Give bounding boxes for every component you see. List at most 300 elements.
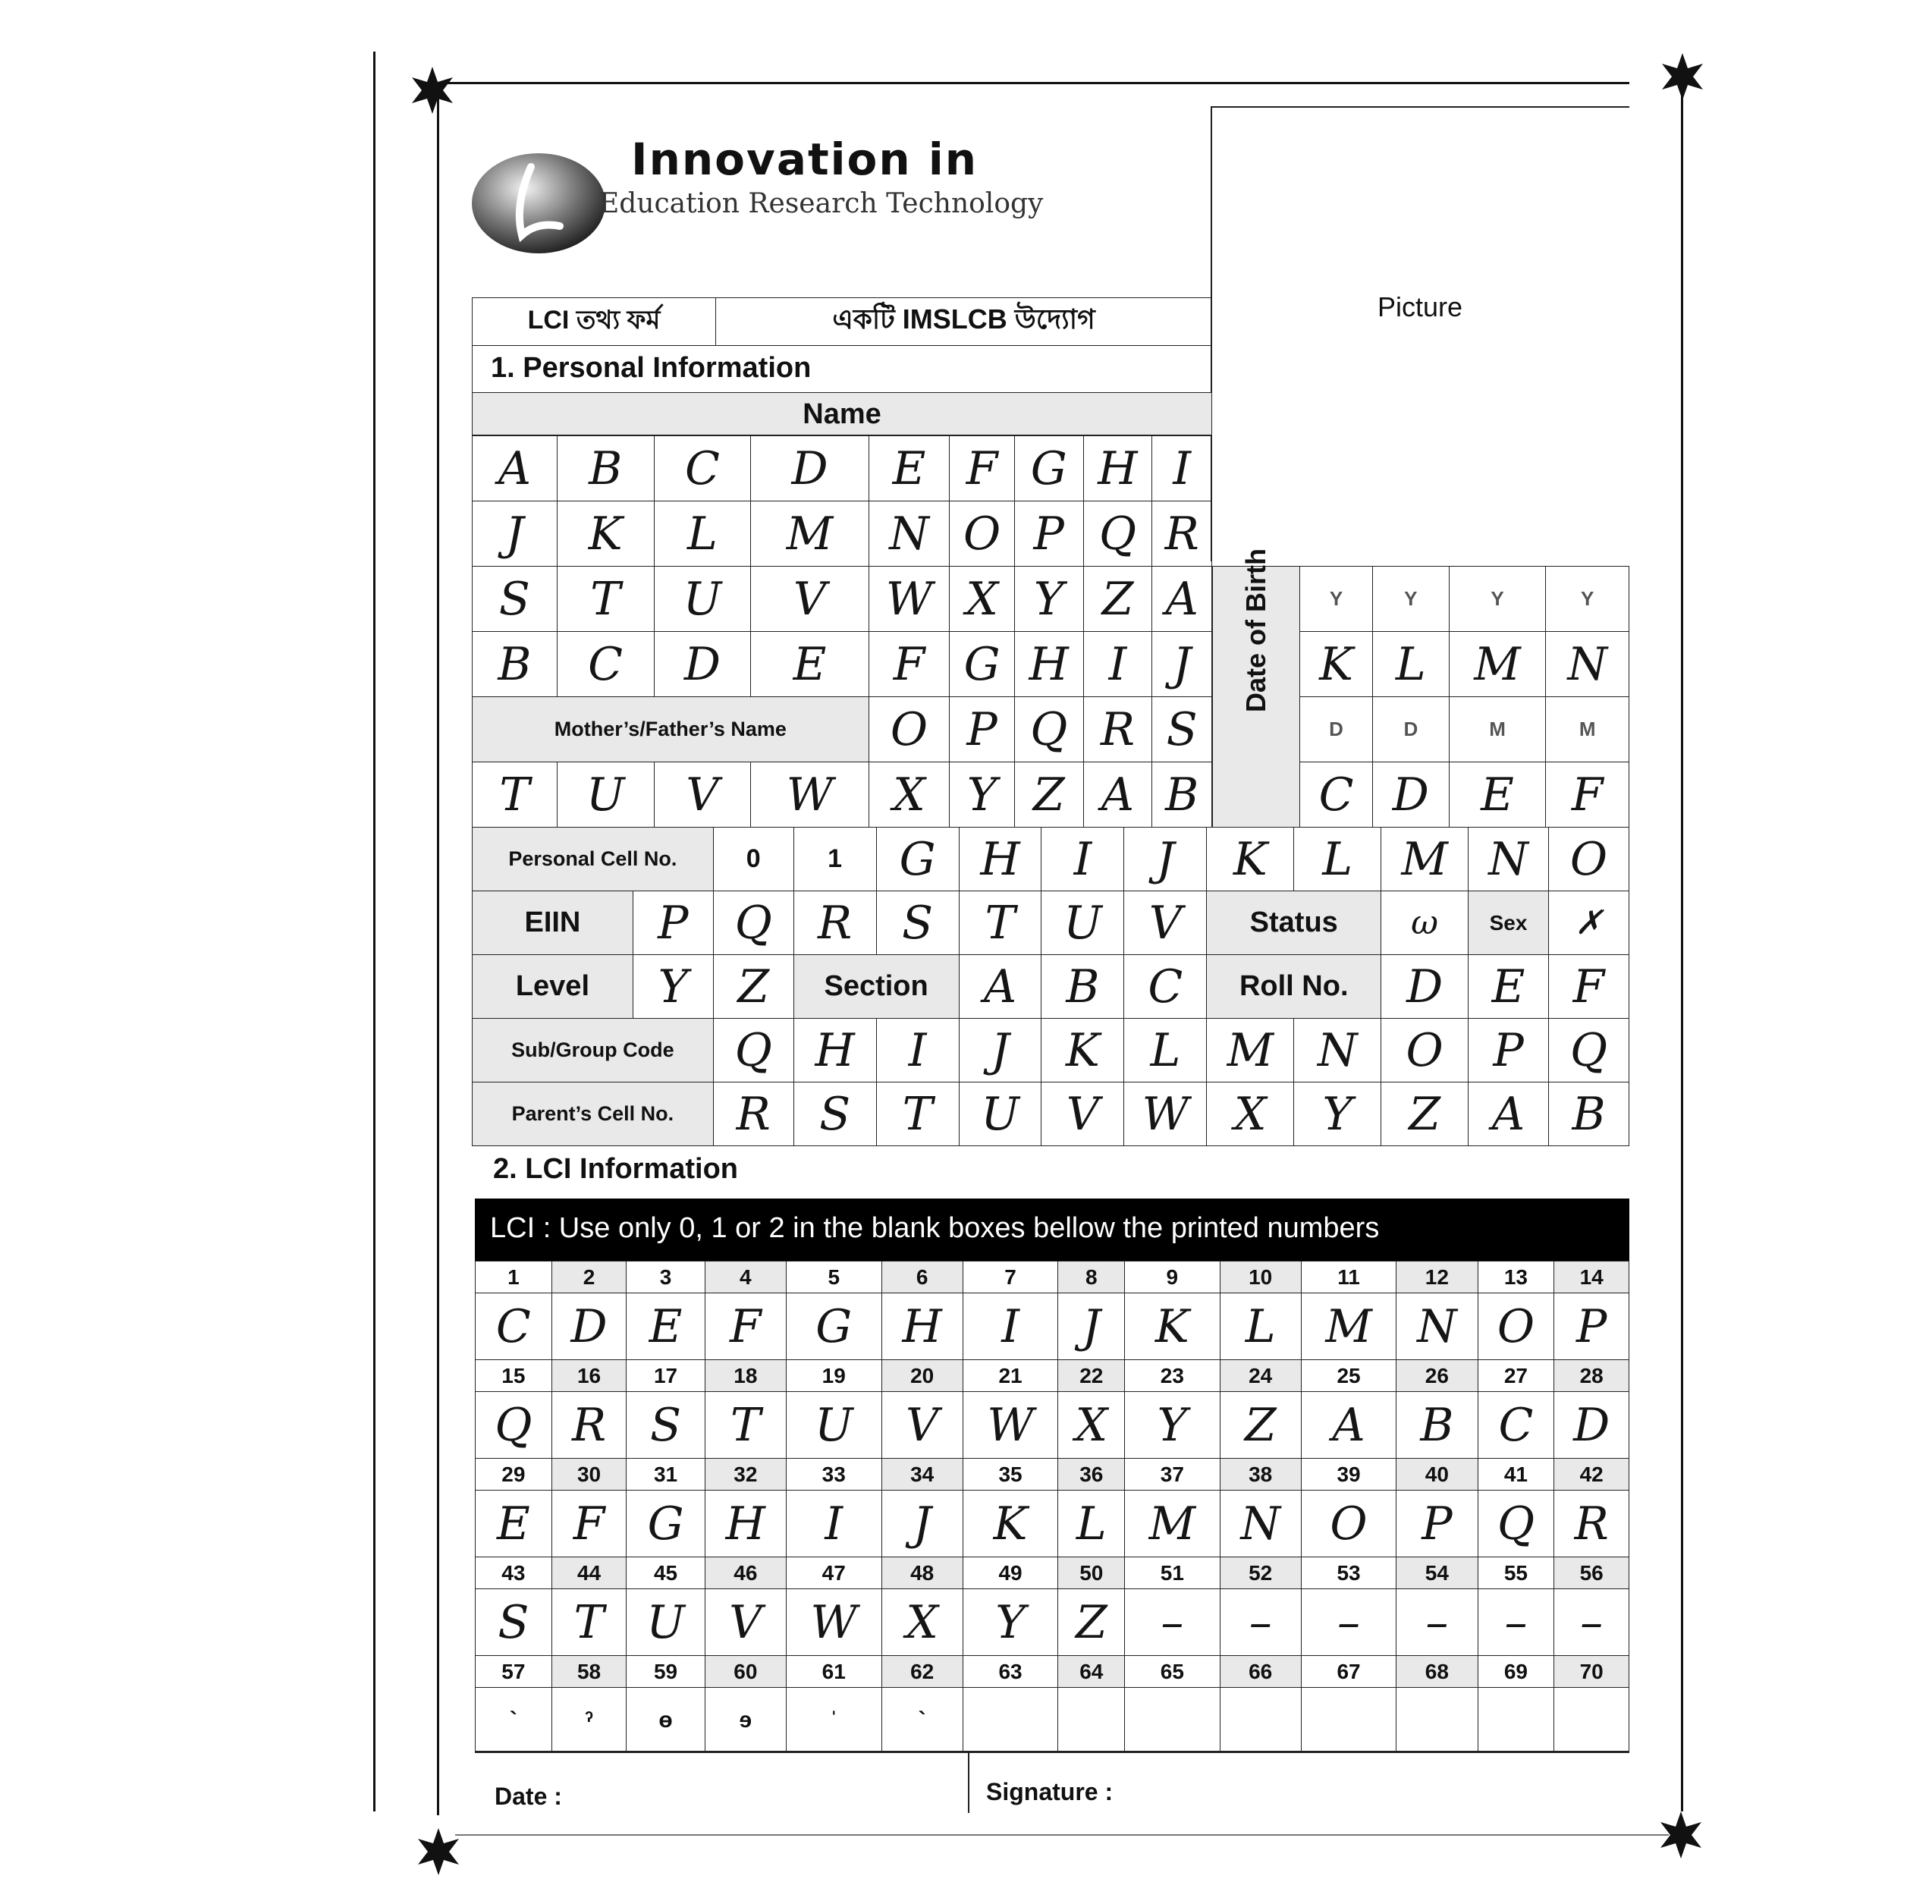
- dob-dm-cell: D: [1373, 762, 1450, 828]
- lci-question-number: 42: [1554, 1459, 1629, 1491]
- sub-group-digit: Q: [1549, 1019, 1629, 1082]
- lci-banner-text: LCI : Use only 0, 1 or 2 in the blank boxes bellow the printed numbers: [490, 1212, 1380, 1244]
- lci-question-number: 70: [1554, 1656, 1629, 1688]
- name-cell: B: [557, 436, 654, 501]
- lci-question-number: 1: [476, 1261, 552, 1293]
- parent-name-cell: T: [473, 762, 558, 828]
- name-cell: D: [751, 436, 869, 501]
- lci-question-number: 44: [551, 1557, 627, 1589]
- parent-name-cell: A: [1083, 762, 1152, 828]
- personal-cell-digit: H: [959, 828, 1041, 891]
- lci-answer-box[interactable]: F: [705, 1293, 786, 1360]
- lci-question-number: 22: [1058, 1360, 1125, 1392]
- lci-question-number: 55: [1478, 1557, 1554, 1589]
- lci-answer-box[interactable]: K: [963, 1491, 1058, 1557]
- lci-question-number: 16: [551, 1360, 627, 1392]
- lci-question-number: 38: [1220, 1459, 1301, 1491]
- lci-answer-box[interactable]: G: [627, 1491, 705, 1557]
- lci-answer-box[interactable]: P: [1396, 1491, 1478, 1557]
- name-cell: F: [950, 436, 1014, 501]
- lci-answer-box[interactable]: V: [705, 1589, 786, 1656]
- lci-answer-box[interactable]: R: [551, 1392, 627, 1459]
- dob-header-cell: D: [1300, 697, 1373, 762]
- dob-table: [1212, 548, 1629, 828]
- dob-dm-cell: C: [1300, 762, 1373, 828]
- footer-divider: [968, 1752, 969, 1813]
- parent-cell-digit: X: [1207, 1082, 1294, 1146]
- eiin-digit: S: [876, 891, 959, 955]
- lci-answer-box[interactable]: R: [1554, 1491, 1629, 1557]
- lci-question-number: 25: [1301, 1360, 1396, 1392]
- lci-question-number: 61: [786, 1656, 881, 1688]
- dob-label: Date of Birth: [1240, 548, 1271, 712]
- lci-answer-box[interactable]: `: [881, 1688, 963, 1753]
- lci-answer-box[interactable]: `: [476, 1688, 552, 1753]
- lci-question-number: 14: [1554, 1261, 1629, 1293]
- name-cell: E: [751, 632, 869, 697]
- date-label: Date :: [495, 1783, 562, 1810]
- form-title-left: LCI তথ্য ফর্ম: [473, 298, 716, 346]
- lci-question-number: 45: [627, 1557, 705, 1589]
- name-cell: U: [654, 567, 751, 632]
- name-cell: P: [1014, 501, 1083, 567]
- status-label: Status: [1207, 891, 1381, 955]
- parent-name-cell: Q: [1014, 697, 1083, 762]
- signature-label: Signature :: [986, 1778, 1114, 1805]
- name-cell: I: [1083, 632, 1152, 697]
- name-cell: W: [869, 567, 950, 632]
- lci-question-number: 11: [1301, 1261, 1396, 1293]
- lci-question-number: 60: [705, 1656, 786, 1688]
- form-title-table: [472, 297, 1212, 346]
- roll-digit: E: [1469, 955, 1549, 1019]
- lci-question-number: 56: [1554, 1557, 1629, 1589]
- dob-header-cell: Y: [1546, 567, 1629, 632]
- parent-cell-digit: U: [959, 1082, 1041, 1146]
- section-label: Section: [793, 955, 959, 1019]
- frame-top: [431, 82, 1629, 84]
- lci-answer-box[interactable]: ˀ: [551, 1688, 627, 1753]
- dob-header-cell: Y: [1300, 567, 1373, 632]
- lci-question-number: 12: [1396, 1261, 1478, 1293]
- sub-group-digit: P: [1469, 1019, 1549, 1082]
- section-personal-heading: [472, 346, 1212, 393]
- parent-cell-digit: Y: [1294, 1082, 1381, 1146]
- name-cell: D: [654, 632, 751, 697]
- roll-label: Roll No.: [1207, 955, 1381, 1019]
- parent-cell-digit: R: [713, 1082, 793, 1146]
- name-cell: B: [473, 632, 558, 697]
- lci-answer-box[interactable]: [1125, 1688, 1220, 1753]
- lci-answer-box[interactable]: –: [1125, 1589, 1220, 1656]
- dob-year-cell: K: [1300, 632, 1373, 697]
- parent-name-cell: S: [1152, 697, 1212, 762]
- lci-answer-box[interactable]: –: [1478, 1589, 1554, 1656]
- lci-question-number: 52: [1220, 1557, 1301, 1589]
- name-cell: A: [1152, 567, 1212, 632]
- lci-answer-box[interactable]: [1301, 1688, 1396, 1753]
- lci-question-number: 40: [1396, 1459, 1478, 1491]
- name-cell: K: [557, 501, 654, 567]
- lci-question-number: 51: [1125, 1557, 1220, 1589]
- eiin-digit: T: [959, 891, 1041, 955]
- name-cell: C: [557, 632, 654, 697]
- level-label: Level: [473, 955, 633, 1019]
- lci-answer-box[interactable]: Y: [963, 1589, 1058, 1656]
- name-cell: T: [557, 567, 654, 632]
- sub-group-digit: K: [1041, 1019, 1124, 1082]
- lci-banner: [475, 1199, 1629, 1261]
- personal-cell-digit: 1: [793, 828, 876, 891]
- lci-question-number: 33: [786, 1459, 881, 1491]
- sex-mark: ✗: [1549, 891, 1629, 955]
- eiin-digit: P: [633, 891, 713, 955]
- lci-answer-box[interactable]: C: [476, 1293, 552, 1360]
- personal-details-table: [472, 827, 1629, 1146]
- lci-answer-box[interactable]: S: [627, 1392, 705, 1459]
- parent-cell-digit: S: [793, 1082, 876, 1146]
- section-digit: A: [959, 955, 1041, 1019]
- lci-question-number: 28: [1554, 1360, 1629, 1392]
- parent-cell-digit: W: [1124, 1082, 1207, 1146]
- name-cell: C: [654, 436, 751, 501]
- lci-question-number: 48: [881, 1557, 963, 1589]
- name-cell: V: [751, 567, 869, 632]
- dob-header-cell: Y: [1449, 567, 1546, 632]
- lci-answer-grid: [475, 1261, 1629, 1753]
- lci-answer-box[interactable]: V: [881, 1392, 963, 1459]
- lci-answer-box[interactable]: M: [1125, 1491, 1220, 1557]
- lci-answer-box[interactable]: E: [627, 1293, 705, 1360]
- lci-answer-box[interactable]: Z: [1220, 1392, 1301, 1459]
- parent-name-cell: R: [1083, 697, 1152, 762]
- name-label: Name: [803, 398, 881, 430]
- eiin-digit: U: [1041, 891, 1124, 955]
- lci-question-number: 46: [705, 1557, 786, 1589]
- parent-cell-label: Parent’s Cell No.: [473, 1082, 714, 1146]
- lci-question-number: 58: [551, 1656, 627, 1688]
- dob-label-cell: [1213, 548, 1300, 828]
- lci-answer-box[interactable]: D: [551, 1293, 627, 1360]
- lci-question-number: 10: [1220, 1261, 1301, 1293]
- name-cell: R: [1152, 501, 1212, 567]
- lci-answer-box[interactable]: ɵ: [627, 1688, 705, 1753]
- lci-question-number: 36: [1058, 1459, 1125, 1491]
- name-cell: X: [950, 567, 1014, 632]
- lci-question-number: 2: [551, 1261, 627, 1293]
- parent-name-cell: P: [950, 697, 1014, 762]
- eiin-digit: R: [793, 891, 876, 955]
- dob-year-cell: M: [1449, 632, 1546, 697]
- lci-question-number: 21: [963, 1360, 1058, 1392]
- lci-question-number: 59: [627, 1656, 705, 1688]
- lci-question-number: 26: [1396, 1360, 1478, 1392]
- lci-question-number: 19: [786, 1360, 881, 1392]
- star-ornament-icon: [415, 1828, 462, 1875]
- sub-group-digit: N: [1294, 1019, 1381, 1082]
- lci-answer-box[interactable]: –: [1301, 1589, 1396, 1656]
- name-cell: G: [1014, 436, 1083, 501]
- name-cell: M: [751, 501, 869, 567]
- parent-name-cell: O: [869, 697, 950, 762]
- name-cell: E: [869, 436, 950, 501]
- name-cell: J: [473, 501, 558, 567]
- lci-answer-box[interactable]: J: [881, 1491, 963, 1557]
- lci-question-number: 37: [1125, 1459, 1220, 1491]
- lci-question-number: 41: [1478, 1459, 1554, 1491]
- lci-question-number: 54: [1396, 1557, 1478, 1589]
- lci-question-number: 30: [551, 1459, 627, 1491]
- dob-header-cell: D: [1373, 697, 1450, 762]
- personal-cell-label: Personal Cell No.: [473, 828, 714, 891]
- lci-question-number: 43: [476, 1557, 552, 1589]
- dob-extra-cell: N: [1469, 828, 1549, 891]
- lci-answer-box[interactable]: U: [786, 1392, 881, 1459]
- lci-answer-box[interactable]: C: [1478, 1392, 1554, 1459]
- lci-answer-box[interactable]: –: [1554, 1589, 1629, 1656]
- name-cell: O: [950, 501, 1014, 567]
- personal-cell-digit: G: [876, 828, 959, 891]
- lci-question-number: 29: [476, 1459, 552, 1491]
- dob-extra-cell: O: [1549, 828, 1629, 891]
- roll-digit: D: [1381, 955, 1469, 1019]
- lci-answer-box[interactable]: A: [1301, 1392, 1396, 1459]
- parent-name-cell: U: [557, 762, 654, 828]
- eiin-digit: Q: [713, 891, 793, 955]
- name-header: [472, 393, 1212, 435]
- lci-question-number: 53: [1301, 1557, 1396, 1589]
- frame-bottom: [455, 1834, 1669, 1836]
- lci-answer-box[interactable]: L: [1220, 1293, 1301, 1360]
- parent-cell-digit: V: [1041, 1082, 1124, 1146]
- parent-cell-digit: Z: [1381, 1082, 1469, 1146]
- lci-answer-box[interactable]: N: [1396, 1293, 1478, 1360]
- frame-left-outer: [373, 52, 375, 1811]
- name-cell: L: [654, 501, 751, 567]
- lci-answer-box[interactable]: H: [705, 1491, 786, 1557]
- lci-question-number: 49: [963, 1557, 1058, 1589]
- lci-question-number: 32: [705, 1459, 786, 1491]
- sub-group-digit: L: [1124, 1019, 1207, 1082]
- lci-question-number: 5: [786, 1261, 881, 1293]
- name-cell: S: [473, 567, 558, 632]
- lci-answer-box[interactable]: ɘ: [705, 1688, 786, 1753]
- lci-answer-box[interactable]: T: [551, 1589, 627, 1656]
- lci-answer-box[interactable]: Y: [1125, 1392, 1220, 1459]
- lci-answer-box[interactable]: I: [963, 1293, 1058, 1360]
- lci-answer-box[interactable]: Q: [1478, 1491, 1554, 1557]
- sub-group-digit: M: [1207, 1019, 1294, 1082]
- sub-group-digit: H: [793, 1019, 876, 1082]
- lci-answer-box[interactable]: X: [881, 1589, 963, 1656]
- lci-answer-box[interactable]: H: [881, 1293, 963, 1360]
- lci-question-number: 6: [881, 1261, 963, 1293]
- picture-label: Picture: [1378, 291, 1463, 322]
- lci-answer-box[interactable]: Q: [476, 1392, 552, 1459]
- lci-answer-box[interactable]: Z: [1058, 1589, 1125, 1656]
- lci-question-number: 23: [1125, 1360, 1220, 1392]
- parent-name-cell: X: [869, 762, 950, 828]
- section-digit: C: [1124, 955, 1207, 1019]
- lci-question-number: 69: [1478, 1656, 1554, 1688]
- dob-header-cell: M: [1449, 697, 1546, 762]
- name-cell: Q: [1083, 501, 1152, 567]
- lci-question-number: 63: [963, 1656, 1058, 1688]
- lci-question-number: 67: [1301, 1656, 1396, 1688]
- star-ornament-icon: [1657, 1811, 1704, 1858]
- footer-row: [475, 1751, 1629, 1811]
- parent-cell-digit: B: [1549, 1082, 1629, 1146]
- iert-logo-icon: [469, 137, 608, 258]
- lci-answer-box[interactable]: –: [1220, 1589, 1301, 1656]
- lci-answer-box[interactable]: M: [1301, 1293, 1396, 1360]
- lci-question-number: 8: [1058, 1261, 1125, 1293]
- name-grid: [472, 435, 1212, 828]
- lci-answer-box[interactable]: –: [1396, 1589, 1478, 1656]
- level-digit: Y: [633, 955, 713, 1019]
- sub-group-label: Sub/Group Code: [473, 1019, 714, 1082]
- lci-answer-box[interactable]: O: [1301, 1491, 1396, 1557]
- lci-answer-box[interactable]: O: [1478, 1293, 1554, 1360]
- lci-question-number: 50: [1058, 1557, 1125, 1589]
- parent-cell-digit: A: [1469, 1082, 1549, 1146]
- eiin-label: EIIN: [473, 891, 633, 955]
- lci-question-number: 3: [627, 1261, 705, 1293]
- lci-question-number: 62: [881, 1656, 963, 1688]
- dob-dm-cell: E: [1449, 762, 1546, 828]
- name-cell: G: [950, 632, 1014, 697]
- dob-header-cell: Y: [1373, 567, 1450, 632]
- parent-name-label: Mother’s/Father’s Name: [473, 697, 869, 762]
- parent-cell-digit: T: [876, 1082, 959, 1146]
- frame-left-inner: [437, 82, 439, 1815]
- lci-question-number: 13: [1478, 1261, 1554, 1293]
- lci-question-number: 9: [1125, 1261, 1220, 1293]
- lci-question-number: 65: [1125, 1656, 1220, 1688]
- roll-digit: F: [1549, 955, 1629, 1019]
- name-cell: Z: [1083, 567, 1152, 632]
- lci-answer-box[interactable]: T: [705, 1392, 786, 1459]
- lci-question-number: 17: [627, 1360, 705, 1392]
- dob-header-cell: M: [1546, 697, 1629, 762]
- section-personal-title: 1. Personal Information: [491, 352, 812, 384]
- name-cell: A: [473, 436, 558, 501]
- lci-answer-box[interactable]: J: [1058, 1293, 1125, 1360]
- sub-group-digit: I: [876, 1019, 959, 1082]
- lci-question-number: 35: [963, 1459, 1058, 1491]
- lci-answer-box[interactable]: B: [1396, 1392, 1478, 1459]
- name-cell: H: [1083, 436, 1152, 501]
- lci-question-number: 27: [1478, 1360, 1554, 1392]
- name-cell: N: [869, 501, 950, 567]
- lci-answer-box[interactable]: [1478, 1688, 1554, 1753]
- name-cell: I: [1152, 436, 1212, 501]
- lci-answer-box[interactable]: U: [627, 1589, 705, 1656]
- lci-question-number: 31: [627, 1459, 705, 1491]
- name-cell: J: [1152, 632, 1212, 697]
- lci-question-number: 7: [963, 1261, 1058, 1293]
- lci-question-number: 24: [1220, 1360, 1301, 1392]
- dob-extra-cell: M: [1381, 828, 1469, 891]
- star-ornament-icon: [1659, 53, 1706, 100]
- lci-answer-box[interactable]: [963, 1688, 1058, 1753]
- lci-answer-box[interactable]: F: [551, 1491, 627, 1557]
- lci-question-number: 47: [786, 1557, 881, 1589]
- dob-year-cell: L: [1373, 632, 1450, 697]
- lci-answer-box[interactable]: K: [1125, 1293, 1220, 1360]
- lci-question-number: 64: [1058, 1656, 1125, 1688]
- name-cell: F: [869, 632, 950, 697]
- lci-answer-box[interactable]: [1058, 1688, 1125, 1753]
- lci-answer-box[interactable]: N: [1220, 1491, 1301, 1557]
- lci-answer-box[interactable]: G: [786, 1293, 881, 1360]
- section-lci-title: 2. LCI Information: [493, 1153, 738, 1185]
- org-subtitle: Education Research Technology: [599, 188, 1044, 219]
- parent-name-cell: W: [751, 762, 869, 828]
- personal-cell-digit: J: [1124, 828, 1207, 891]
- lci-answer-box[interactable]: [1554, 1688, 1629, 1753]
- lci-answer-box[interactable]: S: [476, 1589, 552, 1656]
- dob-year-cell: N: [1546, 632, 1629, 697]
- section-digit: B: [1041, 955, 1124, 1019]
- dob-dm-cell: F: [1546, 762, 1629, 828]
- level-digit: Z: [713, 955, 793, 1019]
- lci-answer-box[interactable]: D: [1554, 1392, 1629, 1459]
- dob-extra-cell: K: [1207, 828, 1294, 891]
- lci-question-number: 39: [1301, 1459, 1396, 1491]
- lci-question-number: 18: [705, 1360, 786, 1392]
- lci-question-number: 57: [476, 1656, 552, 1688]
- lci-answer-box[interactable]: W: [786, 1589, 881, 1656]
- personal-cell-digit: I: [1041, 828, 1124, 891]
- star-ornament-icon: [409, 67, 456, 114]
- sub-group-digit: Q: [713, 1019, 793, 1082]
- lci-question-number: 68: [1396, 1656, 1478, 1688]
- lci-answer-box[interactable]: ˈ: [786, 1688, 881, 1753]
- lci-question-number: 15: [476, 1360, 552, 1392]
- lci-answer-box[interactable]: [1396, 1688, 1478, 1753]
- lci-question-number: 34: [881, 1459, 963, 1491]
- name-cell: Y: [1014, 567, 1083, 632]
- status-mark: ω: [1381, 891, 1469, 955]
- lci-question-number: 4: [705, 1261, 786, 1293]
- lci-answer-box[interactable]: I: [786, 1491, 881, 1557]
- parent-name-cell: Y: [950, 762, 1014, 828]
- dob-extra-cell: L: [1294, 828, 1381, 891]
- parent-name-cell: Z: [1014, 762, 1083, 828]
- sex-label: Sex: [1469, 891, 1549, 955]
- personal-cell-digit: 0: [713, 828, 793, 891]
- lci-answer-box[interactable]: [1220, 1688, 1301, 1753]
- lci-answer-box[interactable]: E: [476, 1491, 552, 1557]
- parent-name-cell: V: [654, 762, 751, 828]
- org-title: Innovation in: [631, 134, 979, 185]
- lci-question-number: 66: [1220, 1656, 1301, 1688]
- sub-group-digit: O: [1381, 1019, 1469, 1082]
- lci-answer-box[interactable]: W: [963, 1392, 1058, 1459]
- frame-right: [1681, 82, 1683, 1811]
- form-title-right: একটি IMSLCB উদ্যোগ: [716, 298, 1212, 346]
- picture-box: [1211, 106, 1629, 561]
- parent-name-cell: B: [1152, 762, 1212, 828]
- eiin-digit: V: [1124, 891, 1207, 955]
- lci-answer-box[interactable]: P: [1554, 1293, 1629, 1360]
- lci-question-number: 20: [881, 1360, 963, 1392]
- lci-answer-box[interactable]: L: [1058, 1491, 1125, 1557]
- sub-group-digit: J: [959, 1019, 1041, 1082]
- name-cell: H: [1014, 632, 1083, 697]
- lci-answer-box[interactable]: X: [1058, 1392, 1125, 1459]
